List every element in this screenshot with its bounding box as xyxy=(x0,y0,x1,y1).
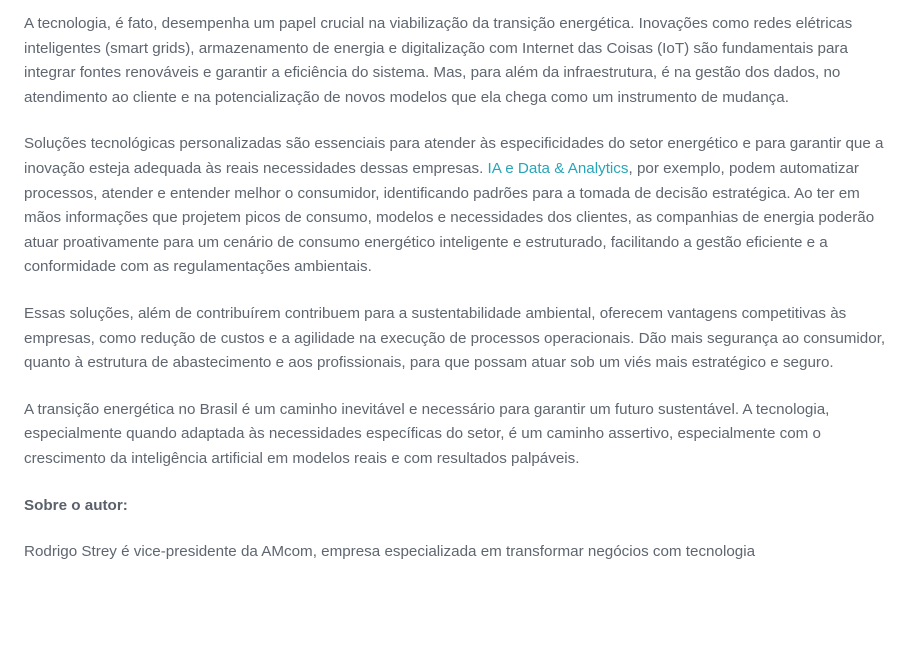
paragraph-text-after-link: , por exemplo, podem automatizar processos, atender e entender melhor o consumidor, identificando padrões para a tomada de decisão estratégica. Ao ter em mãos informações que projetem picos de consumo, modelos e necessidades dos clientes, as companhias de energia poderão atuar proativamente para um cenário de consumo energético inteligente e estruturado, facilitando a gestão eficiente e a conformidade com as regulamentações ambientais. xyxy=(24,159,875,276)
paragraph-text-before-link: Soluções tecnológicas personalizadas são essenciais para atender às especificidades do setor energético e para garantir que a inovação esteja adequada às reais necessidades dessas empresas. xyxy=(24,135,884,177)
article-body xyxy=(24,12,900,587)
paragraph-technology-role: A tecnologia, é fato, desempenha um papel crucial na viabilização da transição energética. Inovações como redes elétricas inteligentes (smart grids), armazenamento de energia e digitalização com Internet das Coisas (IoT) são fundamentais para integrar fontes renováveis e garantir a eficiência do sistema. Mas, para além da infraestrutura, é na gestão dos dados, no atendimento ao cliente e na potencialização de novos modelos que ela chega como um instrumento de mudança. xyxy=(24,15,853,106)
paragraph-energy-transition: A transição energética no Brasil é um caminho inevitável e necessário para garantir um futuro sustentável. A tecnologia, especialmente quando adaptada às necessidades específicas do setor, é um caminho assertivo, especialmente com o crescimento da inteligência artificial em modelos reais e com resultados palpáveis. xyxy=(24,400,830,467)
author-heading: Sobre o autor: xyxy=(24,496,128,514)
ia-data-analytics-link[interactable]: IA e Data & Analytics xyxy=(487,159,629,177)
paragraph-sustainability: Essas soluções, além de contribuírem contribuem para a sustentabilidade ambiental, oferecem vantagens competitivas às empresas, como redução de custos e a agilidade na execução de processos operacionais. Dão mais segurança ao consumidor, quanto à estrutura de abastecimento e aos profissionais, para que possam atuar sob um viés mais estratégico e seguro. xyxy=(24,304,886,372)
paragraph-custom-solutions xyxy=(24,132,900,280)
author-bio: Rodrigo Strey é vice-presidente da AMcom, empresa especializada em transformar negócios com tecnologia xyxy=(24,543,756,561)
